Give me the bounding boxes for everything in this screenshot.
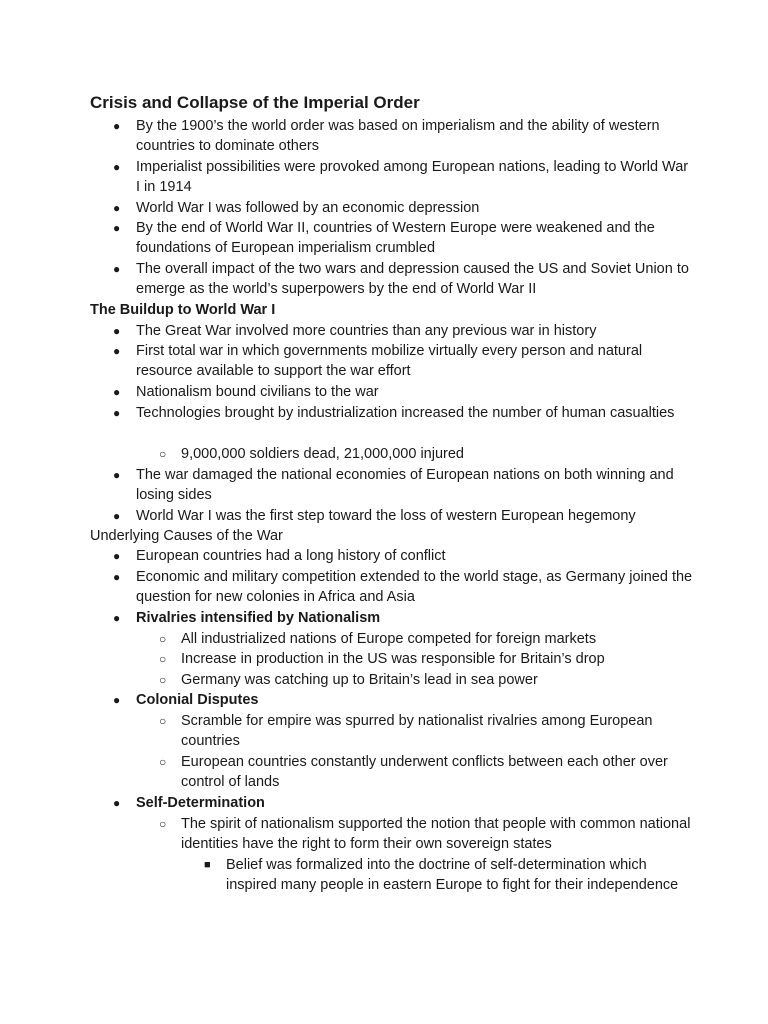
- bullet-disc-icon: ●: [113, 201, 121, 215]
- bullet-disc-icon: ●: [113, 406, 121, 420]
- list-item: ■ Belief was formalized into the doctrine of self-determination which inspired many people in eastern Europe to fight for their independence: [204, 857, 679, 894]
- bullet-disc-icon: ●: [113, 549, 121, 563]
- list-item: ● Technologies brought by industrialization increased the number of human casualties: [136, 403, 696, 423]
- bullet-circle-icon: ○: [159, 447, 167, 461]
- bullet-circle-icon: ○: [159, 817, 167, 831]
- bullet-disc-icon: ●: [113, 468, 121, 482]
- list-item: ● Economic and military competition extended to the world stage, as Germany joined the question for new colonies in Africa and Asia: [113, 569, 693, 606]
- list-item: ○ All industrialized nations of Europe competed for foreign markets: [181, 629, 701, 649]
- list-item: ● World War I was the first step toward the loss of western European hegemony: [136, 506, 696, 526]
- list-item: ● The war damaged the national economies of European nations on both winning and losing sides: [113, 467, 674, 504]
- list-item: ● By the end of World War II, countries of Western Europe were weakened and the foundations of European imperialism crumbled: [113, 220, 655, 257]
- section-heading-buildup: The Buildup to World War I: [90, 302, 276, 318]
- bullet-circle-icon: ○: [159, 755, 167, 769]
- bullet-disc-icon: ●: [113, 262, 121, 276]
- list-item: ○ 9,000,000 soldiers dead, 21,000,000 injured: [181, 444, 701, 464]
- bullet-disc-icon: ●: [113, 509, 121, 523]
- bullet-circle-icon: ○: [159, 673, 167, 687]
- list-item: ○ European countries constantly underwent conflicts between each other over control of lands: [159, 754, 668, 791]
- list-item: ● World War I was followed by an economic depression: [136, 198, 696, 218]
- list-item: ○ The spirit of nationalism supported the notion that people with common national identities have the right to form their own sovereign states: [159, 816, 691, 853]
- list-item: ○ Increase in production in the US was responsible for Britain’s drop: [181, 649, 701, 669]
- bullet-disc-icon: ●: [113, 160, 121, 174]
- list-item: ● The Great War involved more countries than any previous war in history: [136, 321, 696, 341]
- bullet-disc-icon: ●: [113, 221, 121, 235]
- bullet-disc-icon: ●: [113, 570, 121, 584]
- bullet-disc-icon: ●: [113, 611, 121, 625]
- bullet-disc-icon: ●: [113, 796, 121, 810]
- list-item: ○ Germany was catching up to Britain’s lead in sea power: [181, 670, 701, 690]
- list-item: ● European countries had a long history of conflict: [136, 546, 696, 566]
- list-item: ● Nationalism bound civilians to the war: [136, 382, 696, 402]
- list-item: ● Imperialist possibilities were provoked among European nations, leading to World War I in 1914: [113, 159, 689, 196]
- bullet-disc-icon: ●: [113, 344, 121, 358]
- document-title: Crisis and Collapse of the Imperial Order: [90, 93, 420, 112]
- bullet-disc-icon: ●: [113, 693, 121, 707]
- bullet-disc-icon: ●: [113, 119, 121, 133]
- bullet-disc-icon: ●: [113, 385, 121, 399]
- bullet-circle-icon: ○: [159, 652, 167, 666]
- bullet-circle-icon: ○: [159, 714, 167, 728]
- section-heading-causes: Underlying Causes of the War: [90, 528, 283, 544]
- bullet-circle-icon: ○: [159, 632, 167, 646]
- bullet-square-icon: ■: [204, 859, 211, 871]
- list-item: ○ Scramble for empire was spurred by nationalist rivalries among European countries: [159, 713, 653, 750]
- list-item: ● First total war in which governments mobilize virtually every person and natural resource available to support the war effort: [113, 343, 643, 380]
- subheading-colonial: ● Colonial Disputes: [136, 690, 696, 710]
- subheading-self-determination: ● Self-Determination: [136, 793, 696, 813]
- list-item: ● The overall impact of the two wars and depression caused the US and Soviet Union to emerge as the world’s superpowers by the end of World War II: [113, 261, 689, 298]
- subheading-rivalries: ● Rivalries intensified by Nationalism: [136, 608, 696, 628]
- bullet-disc-icon: ●: [113, 324, 121, 338]
- list-item: ● By the 1900’s the world order was based on imperialism and the ability of western countries to dominate others: [113, 118, 660, 155]
